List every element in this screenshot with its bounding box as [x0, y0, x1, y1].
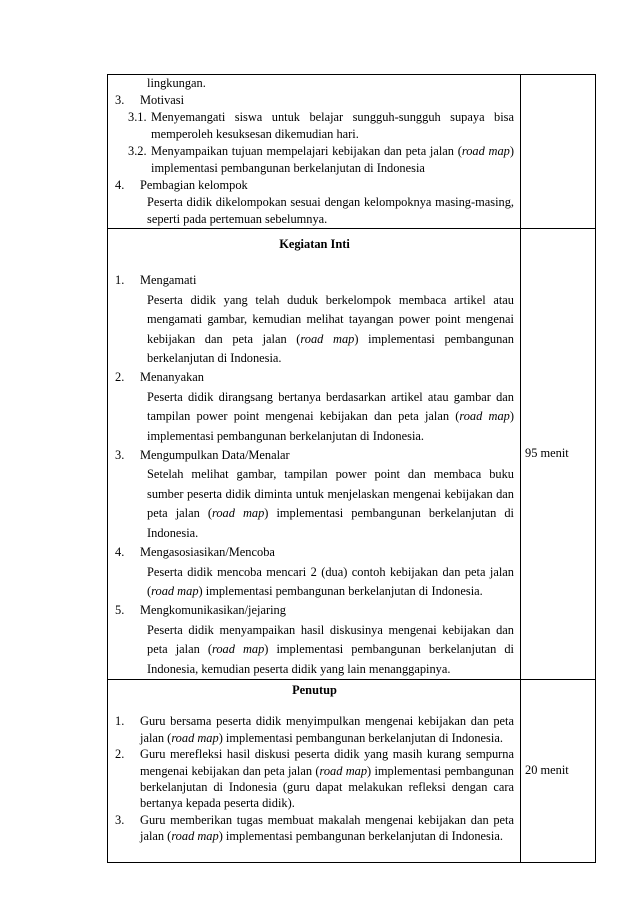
- item-number: 1.: [115, 714, 125, 729]
- step-title: Mengamati: [140, 273, 197, 288]
- step-text: ) implementasi pembangunan berkelanjutan di Indonesia, kemudian peserta didik yang lain menanggapinya.: [147, 642, 514, 676]
- inti-step: [115, 446, 514, 465]
- duration-label: 20 menit: [525, 763, 569, 778]
- step-number: 5.: [115, 603, 125, 618]
- step-text-italic: road map: [459, 409, 510, 424]
- pendahuluan-time-cell: [521, 75, 596, 229]
- penutup-item: [115, 812, 514, 845]
- item-text: ) implementasi pembangunan berkelanjutan di Indonesia.: [218, 730, 503, 745]
- sub-item-3-1: [115, 109, 514, 143]
- item-text: Guru merefleksi hasil diskusi peserta didik yang masih kurang sempurna mengenai kebijakan dan peta jalan (: [140, 747, 514, 778]
- item-text: Guru bersama peserta didik menyimpulkan mengenai kebijakan dan peta jalan (: [140, 714, 514, 745]
- pendahuluan-row: [108, 75, 596, 229]
- step-text: ) implementasi pembangunan berkelanjutan di Indonesia.: [147, 331, 514, 366]
- step-text-italic: road map: [211, 506, 265, 521]
- penutup-item-list: [115, 713, 514, 844]
- step-title: Menanyakan: [140, 370, 204, 385]
- duration-label: 95 menit: [525, 446, 569, 461]
- step-text: Setelah melihat gambar, tampilan power point dan membaca buku sumber peserta didik diminta untuk menjelaskan mengenai kebijakan dan peta jalan (: [147, 467, 514, 521]
- step-title: Mengkomunikasikan/jejaring: [140, 603, 286, 618]
- item-text-italic: road map: [171, 829, 219, 844]
- section-heading: Penutup: [292, 682, 337, 697]
- penutup-cell: [108, 679, 521, 862]
- step-text: Peserta didik menyampaikan hasil diskusinya mengenai kebijakan dan peta jalan (: [147, 622, 514, 657]
- item-text: ) implementasi pembangunan berkelanjutan di Indonesia (guru dapat melakukan refleksi dengan cara bertanya kepada peserta didik).: [140, 763, 514, 811]
- penutup-item: [115, 713, 514, 746]
- penutup-time-cell: [521, 679, 596, 862]
- inti-step: [115, 271, 514, 290]
- sub-item-number: 3.1.: [128, 110, 147, 124]
- step-text: ) implementasi pembangunan berkelanjutan di Indonesia.: [147, 409, 514, 443]
- sub-item-text: Menyemangati siswa untuk belajar sungguh-sungguh supaya bisa memperoleh kesuksesan dikemudian hari.: [151, 110, 514, 141]
- kegiatan-inti-cell: [108, 229, 521, 680]
- item-title: Motivasi: [140, 93, 185, 107]
- item-text-italic: road map: [171, 730, 219, 745]
- inti-step: [115, 601, 514, 620]
- item-text: ) implementasi pembangunan berkelanjutan di Indonesia.: [218, 829, 503, 844]
- step-title: Mengasosiasikan/Mencoba: [140, 545, 275, 560]
- penutup-item: [115, 746, 514, 812]
- step-text-italic: road map: [300, 331, 355, 346]
- sub-item-3-2: [115, 143, 514, 177]
- inti-step: [115, 368, 514, 387]
- step-text-italic: road map: [211, 642, 265, 657]
- sub-item-text-b: ) implementasi pembangunan berkelanjutan di Indonesia: [151, 144, 514, 175]
- item-title: Pembagian kelompok: [140, 178, 248, 192]
- item-number: 4.: [115, 178, 125, 192]
- step-description: [115, 291, 514, 369]
- step-text-italic: road map: [151, 583, 199, 598]
- carry-over-line: lingkungan.: [147, 76, 206, 90]
- step-number: 3.: [115, 448, 125, 463]
- step-description: [115, 563, 514, 602]
- sub-item-text-italic: road map: [461, 144, 510, 158]
- step-text: ) implementasi pembangunan berkelanjutan di Indonesia.: [147, 506, 514, 540]
- inti-time-cell: [521, 229, 596, 680]
- kegiatan-inti-row: [108, 229, 596, 680]
- item-text-italic: road map: [319, 763, 368, 778]
- step-description: [115, 621, 514, 679]
- item-text: Guru memberikan tugas membuat makalah mengenai kebijakan dan peta jalan (: [140, 812, 514, 844]
- step-description: [115, 465, 514, 543]
- step-number: 4.: [115, 545, 125, 560]
- penutup-row: [108, 679, 596, 862]
- inti-step: [115, 543, 514, 562]
- lesson-activity-table: [107, 74, 596, 863]
- item-number: 3.: [115, 93, 125, 107]
- inti-step-list: [115, 271, 514, 679]
- item-body: Peserta didik dikelompokan sesuai dengan kelompoknya masing-masing, seperti pada pertemuan sebelumnya.: [147, 195, 514, 226]
- pendahuluan-cell: [108, 75, 521, 229]
- item-number: 3.: [115, 812, 125, 827]
- list-item-motivasi: [115, 92, 514, 109]
- step-text: Peserta didik yang telah duduk berkelompok membaca artikel atau mengamati gambar, kemudian melihat tayangan power point mengenai kebijakan dan peta jalan (: [147, 292, 514, 346]
- sub-item-number: 3.2.: [128, 144, 147, 158]
- step-text: ) implementasi pembangunan berkelanjutan di Indonesia.: [198, 583, 483, 598]
- step-number: 2.: [115, 370, 125, 385]
- sub-item-text-a: Menyampaikan tujuan mempelajari kebijakan dan peta jalan (: [151, 144, 462, 158]
- list-item-pembagian-kelompok: [115, 177, 514, 194]
- section-heading: Kegiatan Inti: [279, 237, 350, 251]
- step-title: Mengumpulkan Data/Menalar: [140, 448, 290, 463]
- step-text: Peserta didik dirangsang bertanya berdasarkan artikel atau gambar dan tampilan power point mengenai kebijakan dan peta jalan (: [147, 389, 514, 424]
- step-description: [115, 388, 514, 446]
- step-text: Peserta didik mencoba mencari 2 (dua) contoh kebijakan dan peta jalan (: [147, 564, 514, 598]
- step-number: 1.: [115, 273, 125, 288]
- item-number: 2.: [115, 747, 125, 762]
